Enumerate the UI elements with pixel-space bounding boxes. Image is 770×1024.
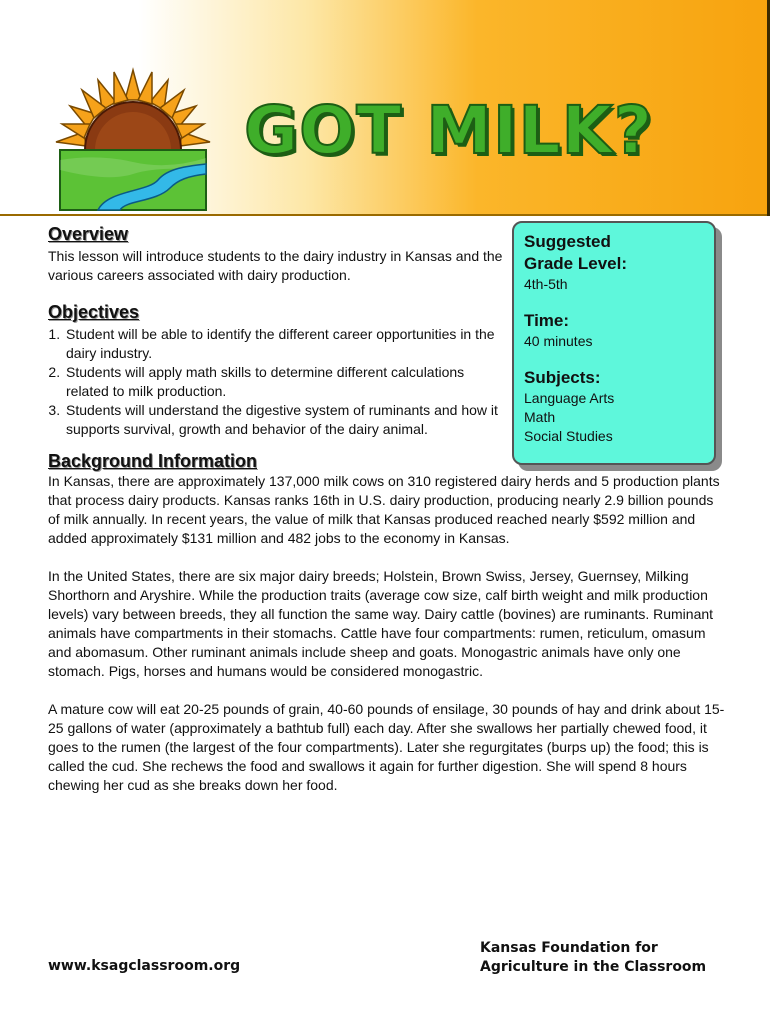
objectives-section bbox=[48, 302, 503, 439]
objective-item: 2. Students will apply math skills to determine different calculations related to milk production. bbox=[64, 363, 503, 401]
organization-name-line2: Agriculture in the Classroom bbox=[480, 959, 707, 975]
background-paragraph: In Kansas, there are approximately 137,000 milk cows on 310 registered dairy herds and 5 production plants that process dairy products. Kansas ranks 16th in U.S. dairy production, producing nearly 2.9 billion pounds of milk annually. In recent years, the value of milk that Kansas produced reached nearly $592 million and added approximately $131 million and 482 jobs to the economy in Kansas. bbox=[48, 473, 720, 546]
time-heading: Time: bbox=[524, 311, 570, 330]
objectives-list bbox=[48, 325, 503, 439]
subject-item: Language Arts bbox=[524, 390, 615, 406]
overview-section bbox=[48, 224, 503, 285]
page-title: GOT MILK? bbox=[244, 92, 653, 169]
grade-level-value: 4th-5th bbox=[524, 276, 568, 292]
organization-name bbox=[480, 939, 706, 977]
background-section bbox=[48, 451, 728, 795]
lesson-info-box bbox=[512, 221, 716, 465]
background-heading: Background Information bbox=[48, 451, 258, 471]
objectives-heading: Objectives bbox=[48, 302, 140, 322]
grade-level-heading-line2: Grade Level: bbox=[524, 254, 627, 273]
website-link[interactable]: www.ksagclassroom.org bbox=[48, 958, 241, 974]
subject-item: Math bbox=[524, 409, 556, 425]
overview-text: This lesson will introduce students to the dairy industry in Kansas and the various careers associated with dairy production. bbox=[48, 248, 503, 283]
overview-heading: Overview bbox=[48, 224, 129, 244]
subjects-heading: Subjects: bbox=[524, 368, 601, 387]
header-divider bbox=[0, 214, 770, 216]
sunflower-logo-icon bbox=[38, 62, 228, 212]
organization-name-line1: Kansas Foundation for bbox=[480, 940, 658, 956]
objective-item: 1. Student will be able to identify the different career opportunities in the dairy industry. bbox=[64, 325, 503, 363]
background-paragraph: A mature cow will eat 20-25 pounds of grain, 40-60 pounds of ensilage, 30 pounds of hay and drink about 15-25 gallons of water (approximately a bathtub full) each day. After she swallows her partially chewed food, it goes to the rumen (the largest of the four compartments). Later she regurgitates (burps up) the food; this is called the cud. She rechews the food and swallows it again for further digestion. She will spend 8 hours chewing her cud as she breaks down her food. bbox=[48, 701, 725, 793]
grade-level-heading-line1: Suggested bbox=[524, 232, 611, 251]
objective-item: 3. Students will understand the digestive system of ruminants and how it supports survival, growth and behavior of the dairy animal. bbox=[64, 401, 503, 439]
time-value: 40 minutes bbox=[524, 333, 593, 349]
subject-item: Social Studies bbox=[524, 428, 613, 444]
background-paragraph: In the United States, there are six major dairy breeds; Holstein, Brown Swiss, Jersey, Guernsey, Milking Shorthorn and Aryshire. While the production traits (average cow size, calf birth weight and milk production levels) vary between breeds, they all function the same way. Dairy cattle (bovines) are ruminants. Ruminant animals have compartments in their stomachs. Cattle have four compartments: rumen, reticulum, omasum and abomasum. Other ruminant animals include sheep and goats. Monogastric animals have only one stomach. Pigs, horses and humans would be considered monogastric. bbox=[48, 568, 714, 679]
